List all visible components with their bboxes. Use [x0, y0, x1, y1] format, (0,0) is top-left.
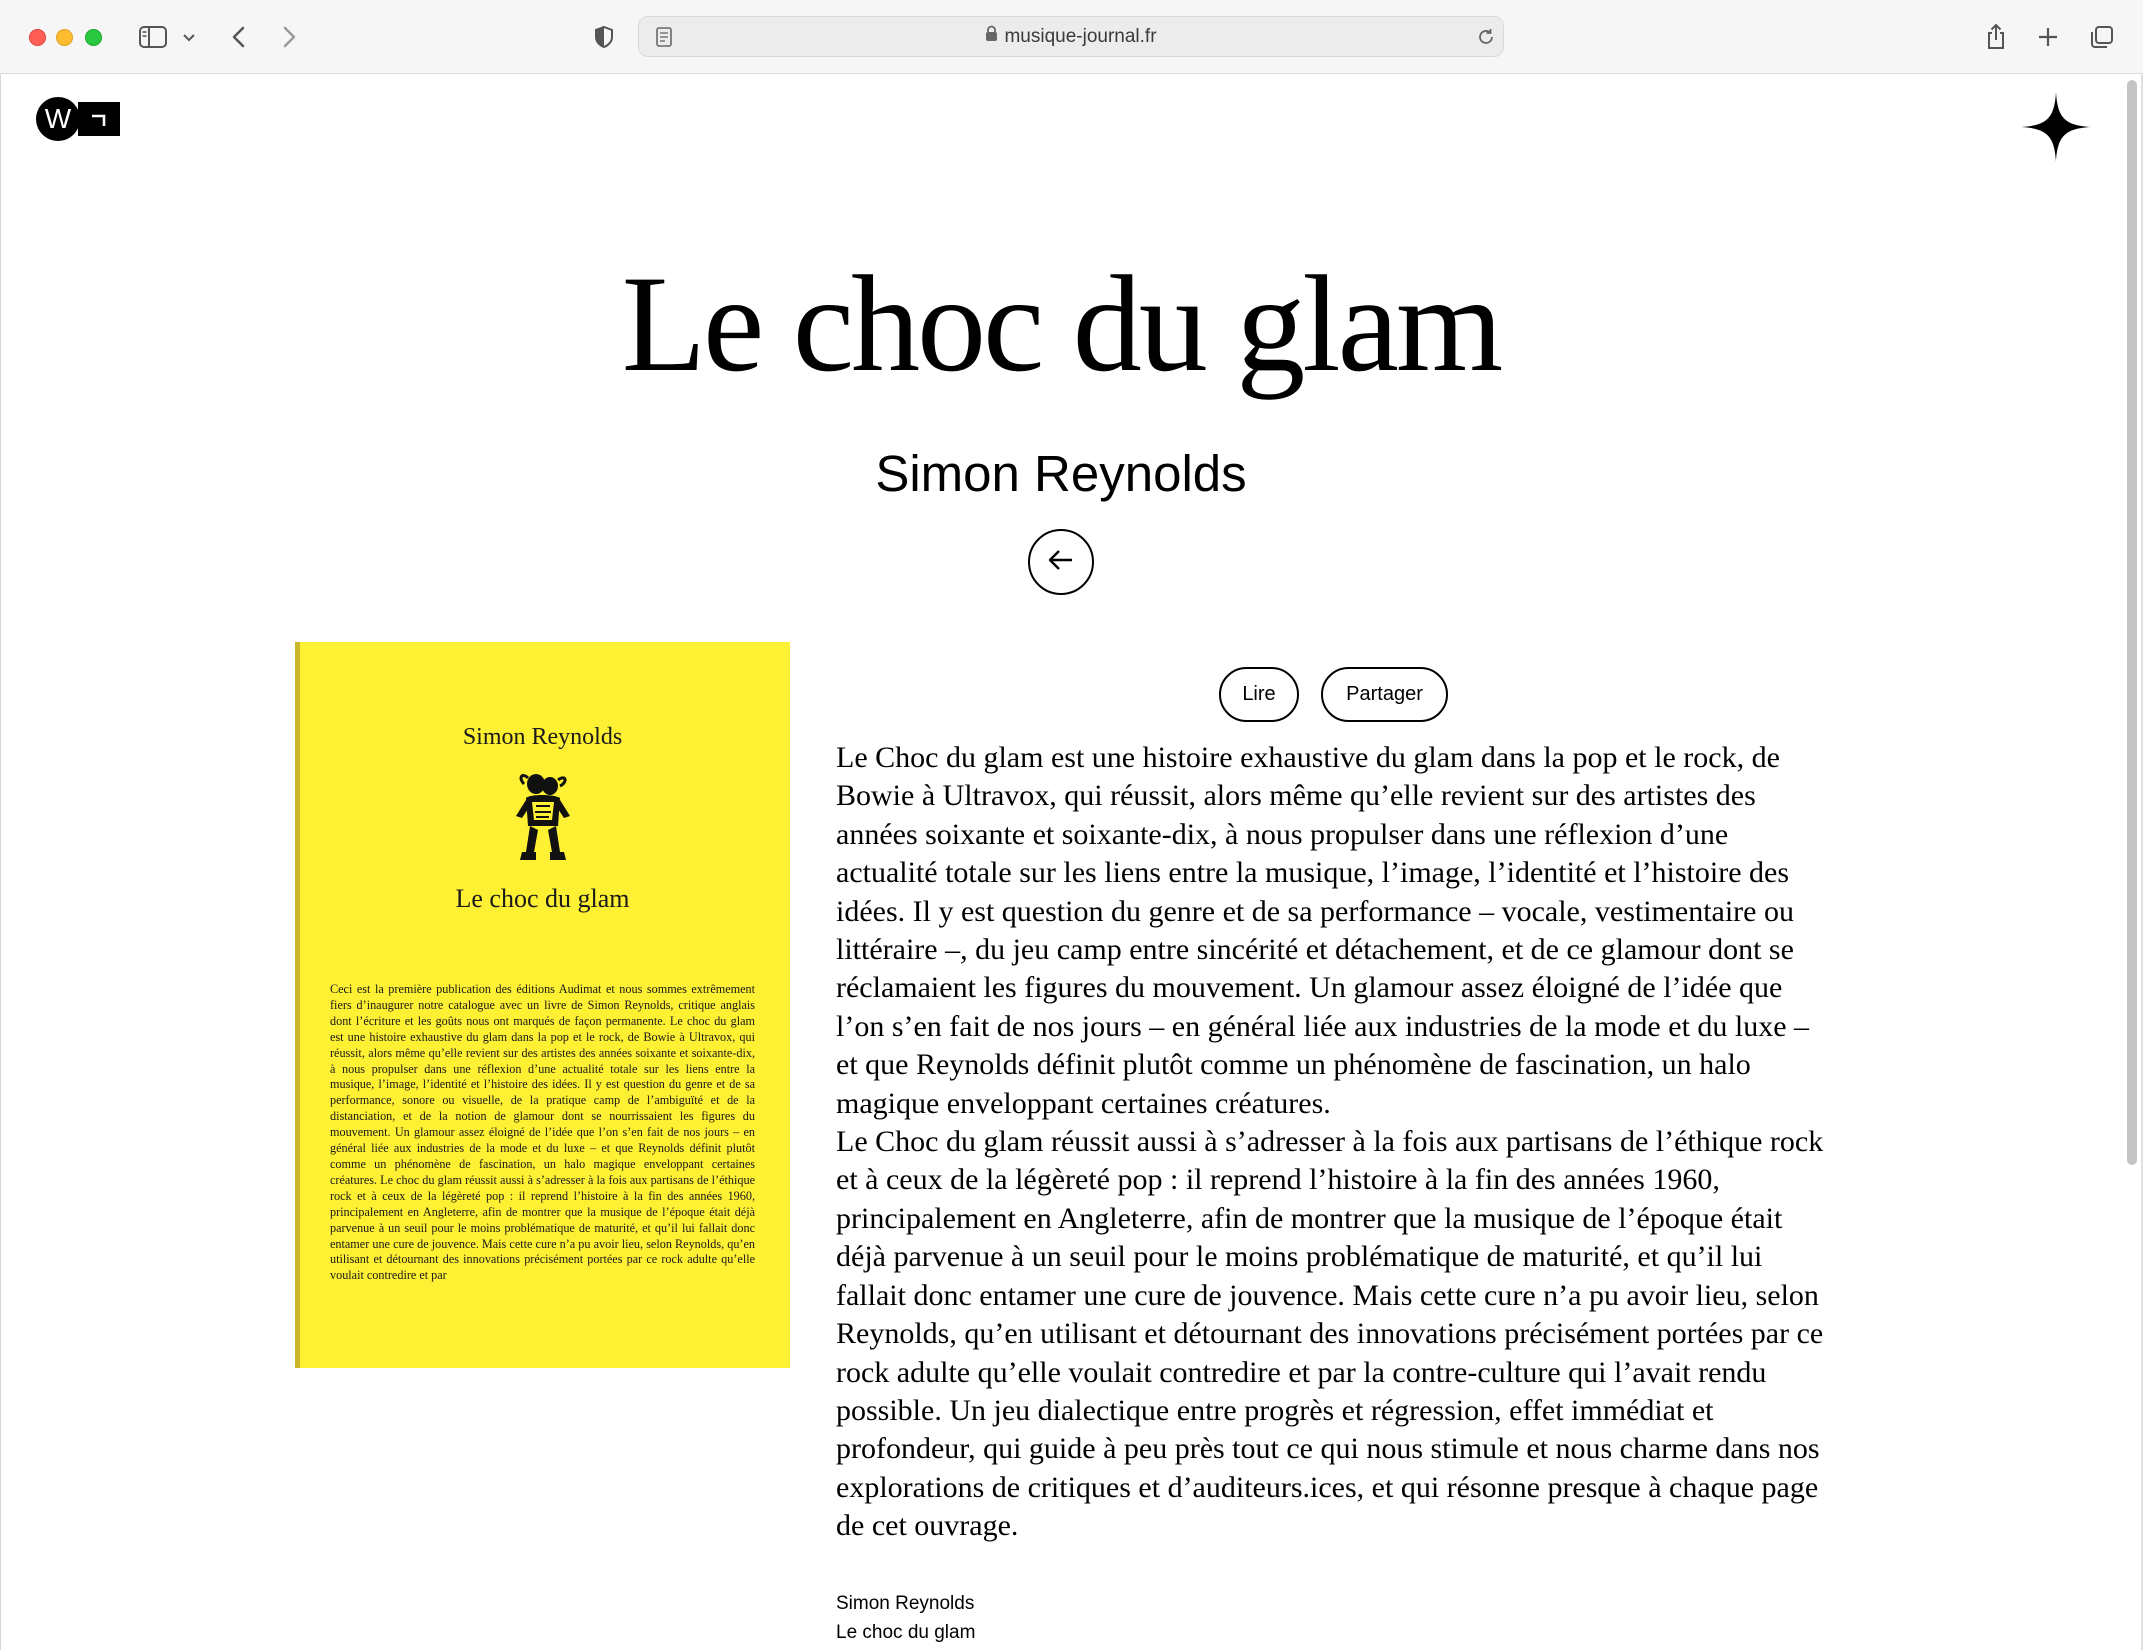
- credits-author: Simon Reynolds: [836, 1593, 975, 1614]
- read-button[interactable]: Lire: [1219, 667, 1299, 722]
- close-window-button[interactable]: [29, 29, 46, 46]
- cover-blurb: Ceci est la première publication des éditions Audimat et nous sommes extrêmement fiers d’inaugurer notre catalogue avec un livre de Simon Reynolds, critique anglais dont l’écriture et les goûts nous ont marqués de façon permanente. Le choc du glam est une histoire exhaustive du glam dans la pop et le rock, de Bowie à Ultravox, qui réussit, alors même qu’elle revient sur des artistes des années soixante et soixante-dix, à nous propulser dans une réflexion d’une actualité totale sur les liens entre la musique, l’image, l’identité et l’histoire des idées. Il y est question du genre et de sa performance, sonore ou visuelle, de la pratique camp de l’ambiguïté et de la distanciation, et de la notion de glamour dont se nourrissaient les figures du mouvement. Un glamour assez éloigné de l’idée que l’on s’en fait de nos jours – en général liée aux industries de la mode et du luxe – et que Reynolds définit plutôt comme un phénomène de fascination, un halo magique enveloppant certaines créatures. Le choc du glam réussit aussi à s’adresser à la fois aux partisans de l’éthique rock et à ceux de la légèreté pop : il reprend l’histoire à la fin des années 1960, principalement en Angleterre, afin de montrer que la musique de l’époque était déjà parvenue à un seuil pour le moins problématique de maturité, et qu’il lui fallait donc entamer une cure de jouvence. Mais cette cure n’a pu avoir lieu, selon Reynolds, qu’en utilisant et détournant des innovations précisément portées par ce rock adulte qu’elle voulait contredire et par: [330, 982, 755, 1283]
- reload-icon[interactable]: [1469, 20, 1503, 54]
- paragraph: Le Choc du glam est une histoire exhaustive du glam dans la pop et le rock, de Bowie à Ultravox, qui réussit, alors même qu’elle revient sur des artistes des années soixante et soixante-dix, à nous propulser dans une réflexion d’une actualité totale sur les liens entre la musique, l’image, l’identité et l’histoire des idées. Il y est question du genre et de sa performance – vocale, vestimentaire ou littéraire –, du jeu camp entre sincérité et détachement, et de ce glamour dont se réclamaient les figures du mouvement. Un glamour assez éloigné de l’idée que l’on s’en fait de nos jours – en général liée aux industries de la mode et du luxe – et que Reynolds définit plutôt comme un phénomène de fascination, un halo magique enveloppant certaines créatures.: [836, 741, 1810, 1120]
- shield-icon[interactable]: [587, 20, 621, 54]
- cover-illustration: [514, 770, 572, 866]
- paragraph: Le Choc du glam réussit aussi à s’adresser à la fois aux partisans de l’éthique rock et à ceux de la légèreté pop : il reprend l’histoire à la fin des années 1960, principalement en Angleterre, afin de montrer que la musique de l’époque était déjà parvenue à un seuil pour le moins problématique de maturité, et qu’il lui fallait donc entamer une cure de jouvence. Mais cette cure n’a pu avoir lieu, selon Reynolds, qu’en utilisant et détournant des innovations précisément portées par ce rock adulte qu’elle voulait contredire et par la contre-culture qui l’avait rendu possible. Un jeu dialectique entre progrès et régression, effet immédiat et profondeur, qui guide à peu près tout ce qui nous stimule et nous charme dans nos explorations de critiques et d’auditeurs.ices, et qui résonne presque à chaque page de cet ouvrage.: [836, 1125, 1824, 1543]
- lock-icon: [985, 17, 998, 56]
- credits-title: Le choc du glam: [836, 1622, 976, 1643]
- address-bar[interactable]: [638, 16, 1504, 57]
- site-logo[interactable]: [36, 97, 122, 141]
- minimize-window-button[interactable]: [56, 29, 73, 46]
- sparkle-icon[interactable]: [2019, 90, 2093, 164]
- cover-author: Simon Reynolds: [462, 724, 623, 750]
- book-cover: [295, 642, 790, 1368]
- chevron-down-icon[interactable]: [178, 20, 200, 54]
- page-content: [0, 74, 2143, 1650]
- url-display[interactable]: [639, 17, 1503, 56]
- back-button[interactable]: [1028, 529, 1094, 595]
- browser-toolbar: [0, 0, 2143, 74]
- share-icon[interactable]: [1979, 20, 2013, 54]
- url-text: musique-journal.fr: [1004, 26, 1157, 47]
- cover-title: Le choc du glam: [455, 884, 630, 913]
- back-icon[interactable]: [222, 20, 256, 54]
- credits: [836, 1589, 1436, 1647]
- logo-letter: W: [36, 97, 80, 141]
- scrollbar-thumb[interactable]: [2127, 80, 2137, 1165]
- arrow-left-icon: [1046, 547, 1076, 578]
- page-title: Le choc du glam: [621, 247, 1501, 400]
- zoom-window-button[interactable]: [85, 29, 102, 46]
- sidebar-icon[interactable]: [136, 20, 170, 54]
- new-tab-icon[interactable]: [2031, 20, 2065, 54]
- share-button[interactable]: Partager: [1321, 667, 1448, 722]
- tabs-icon[interactable]: [2085, 20, 2119, 54]
- forward-icon[interactable]: [272, 20, 306, 54]
- page-author: Simon Reynolds: [875, 445, 1247, 502]
- logo-block: [78, 102, 120, 136]
- article-body: [836, 739, 1836, 1546]
